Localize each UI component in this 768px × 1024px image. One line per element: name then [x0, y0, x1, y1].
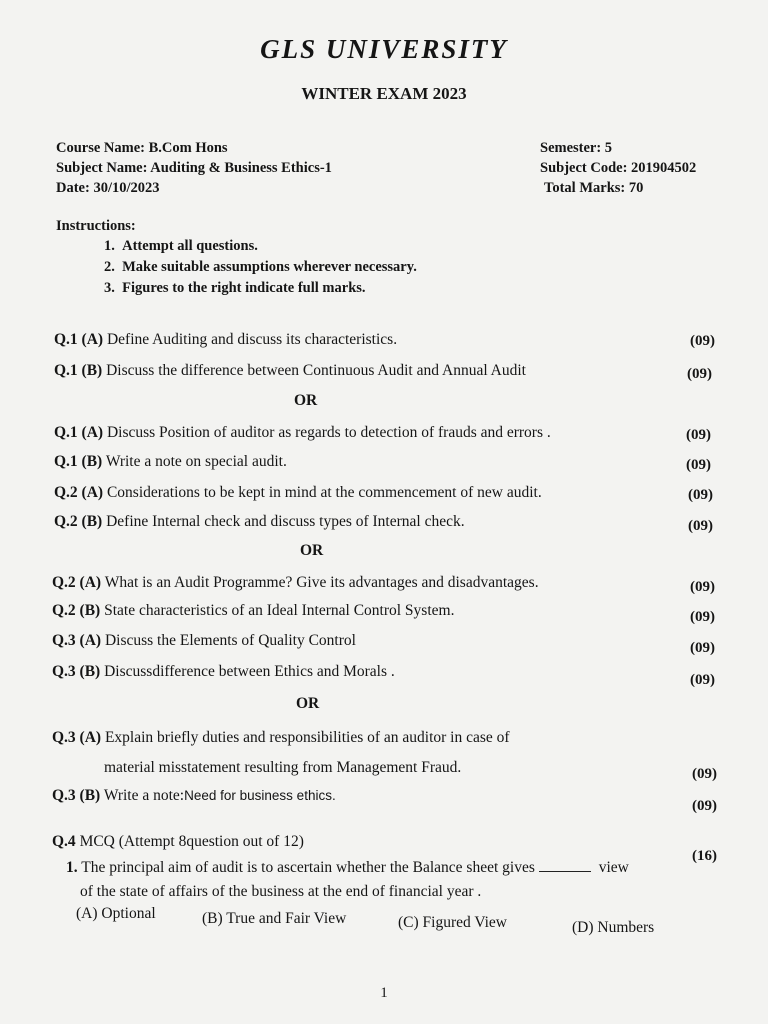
exam-date: Date: 30/10/2023: [56, 180, 160, 196]
marks: (09): [686, 427, 711, 443]
marks: (09): [692, 798, 717, 814]
instruction-item: 3. Figures to the right indicate full marks.: [104, 280, 366, 296]
semester: Semester: 5: [540, 140, 613, 156]
question-2b: Q.2 (B) Define Internal check and discuss types of Internal check.: [54, 513, 465, 530]
instruction-item: 2. Make suitable assumptions wherever necessary.: [104, 259, 417, 275]
question-3a: Q.3 (A) Discuss the Elements of Quality Control: [52, 632, 356, 649]
instruction-item: 1. Attempt all questions.: [104, 238, 258, 254]
instructions-heading: Instructions:: [56, 218, 136, 234]
mcq-option-b: (B) True and Fair View: [202, 910, 347, 927]
university-title: GLS UNIVERSITY: [260, 34, 508, 64]
marks: (09): [690, 333, 715, 349]
question-4-mcq: Q.4 MCQ (Attempt 8question out of 12): [52, 833, 304, 850]
or-separator: OR: [300, 542, 324, 559]
question-3b-alt: Q.3 (B) Write a note:Need for business ethics.: [52, 787, 336, 804]
question-3a-alt-continuation: material misstatement resulting from Management Fraud.: [104, 759, 462, 776]
question-2a: Q.2 (A) Considerations to be kept in mind at the commencement of new audit.: [54, 484, 542, 501]
mcq-option-a: (A) Optional: [76, 905, 156, 922]
marks: (09): [686, 457, 711, 473]
question-3a-alt: Q.3 (A) Explain briefly duties and responsibilities of an auditor in case of: [52, 729, 510, 746]
or-separator: OR: [294, 392, 318, 409]
question-2a-alt: Q.2 (A) What is an Audit Programme? Give its advantages and disadvantages.: [52, 574, 539, 591]
mcq-option-c: (C) Figured View: [398, 914, 507, 931]
question-1b: Q.1 (B) Discuss the difference between Continuous Audit and Annual Audit: [54, 362, 526, 379]
total-marks: Total Marks: 70: [544, 180, 644, 196]
marks: (09): [688, 518, 713, 534]
subject-code: Subject Code: 201904502: [540, 160, 697, 176]
marks: (09): [687, 366, 712, 382]
exam-title: WINTER EXAM 2023: [301, 84, 467, 103]
question-1a: Q.1 (A) Define Auditing and discuss its characteristics.: [54, 331, 398, 348]
marks: (09): [690, 640, 715, 656]
marks: (09): [690, 579, 715, 595]
subject-name: Subject Name: Auditing & Business Ethics-1: [56, 160, 332, 176]
marks: (16): [692, 848, 717, 864]
question-3b: Q.3 (B) Discussdifference between Ethics and Morals .: [52, 663, 395, 680]
page-number: 1: [380, 985, 388, 1001]
mcq-option-d: (D) Numbers: [572, 919, 655, 936]
course-name: Course Name: B.Com Hons: [56, 140, 228, 156]
question-1a-alt: Q.1 (A) Discuss Position of auditor as regards to detection of frauds and errors .: [54, 424, 551, 441]
marks: (09): [690, 609, 715, 625]
marks: (09): [688, 487, 713, 503]
or-separator: OR: [296, 695, 320, 712]
mcq-question-1-continuation: of the state of affairs of the business at the end of financial year .: [80, 883, 482, 900]
question-2b-alt: Q.2 (B) State characteristics of an Ideal Internal Control System.: [52, 602, 455, 619]
question-1b-alt: Q.1 (B) Write a note on special audit.: [54, 453, 287, 470]
marks: (09): [690, 672, 715, 688]
mcq-question-1: 1. The principal aim of audit is to ascertain whether the Balance sheet gives view: [66, 859, 629, 876]
answer-blank: [539, 857, 591, 872]
marks: (09): [692, 766, 717, 782]
